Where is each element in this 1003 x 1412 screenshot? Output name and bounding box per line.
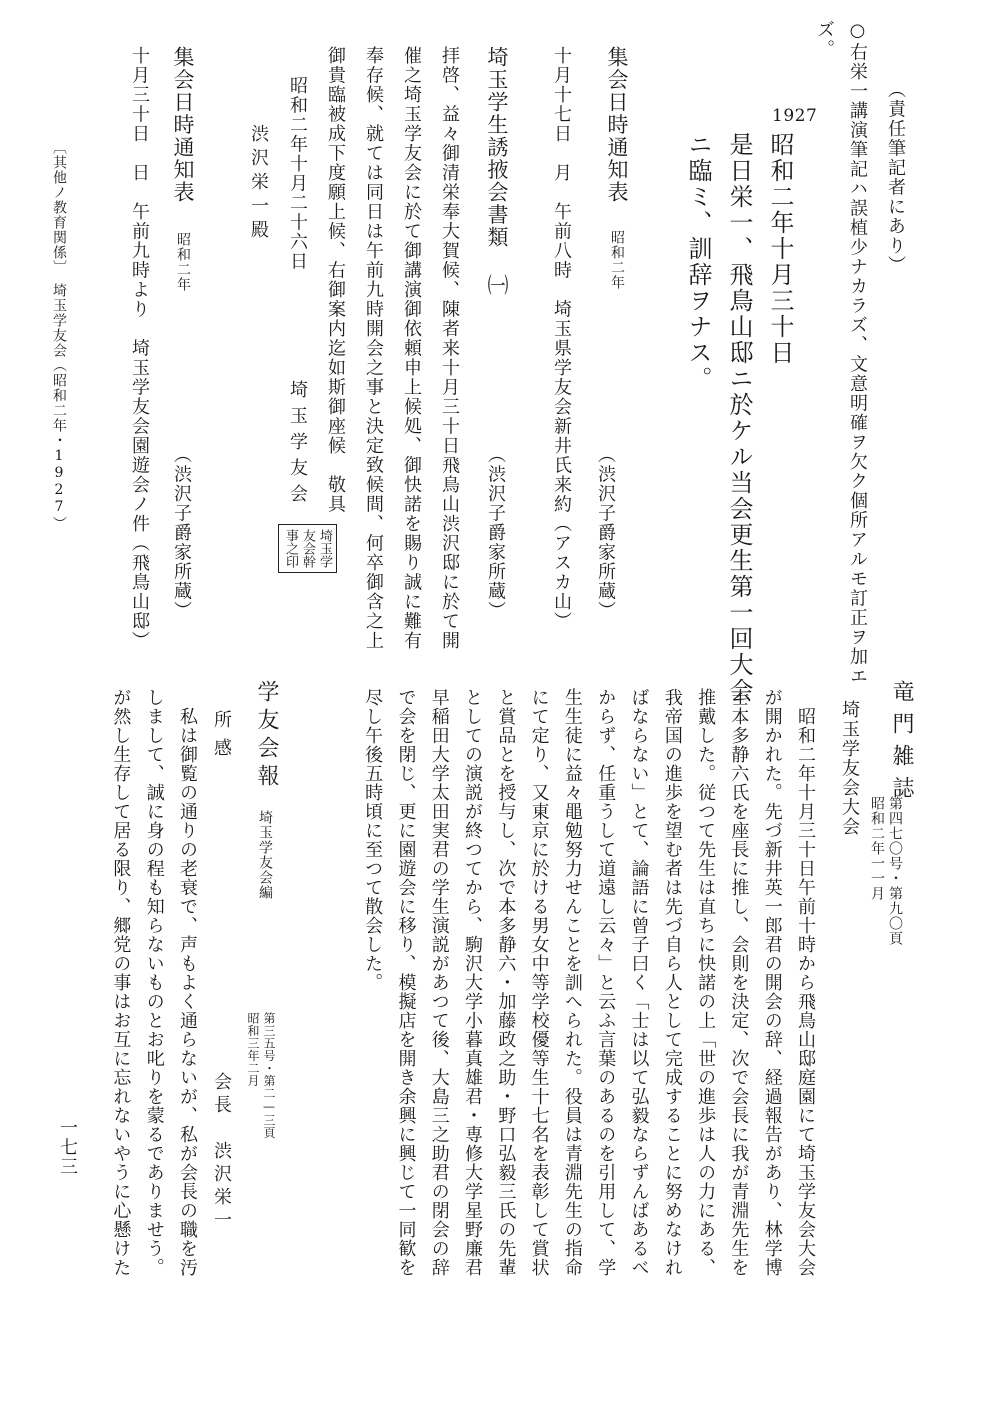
ryumon-body	[326, 688, 822, 1388]
date-heading: 昭和二年十月三十日	[766, 132, 794, 366]
body-line: ばならない」とて、論語に曾子曰く「士は以て弘毅ならずんばあるべ	[628, 688, 650, 1277]
schedule-1-entry: 十月十七日 月 午前八時 埼玉県学友会新井氏来約（アスカ山）	[551, 46, 572, 631]
body-line: と賞品とを授与し、次で本多静六・加藤政之助・野口弘毅三氏の先輩	[495, 688, 517, 1277]
page-number: 一七三	[57, 1118, 78, 1177]
body-line: が然し生存して居る限り、郷党の事はお互に忘れないやうに心懸けた	[110, 688, 132, 1277]
body-line: としての演説が終つてから、駒沢大学小暮真雄君・専修大学星野廉君	[462, 688, 484, 1277]
seal-line: 事之印	[283, 529, 298, 568]
body-line: からず、任重うして道遠し云々」と云ふ言葉のあるのを引用して、学	[595, 688, 617, 1277]
gakuyu-editor: 埼玉学友会編	[257, 810, 273, 900]
body-line: 我帝国の進歩を望む者は先づ自ら人として完成することに努めなけれ	[661, 688, 683, 1277]
ryumon-date: 昭和二年一一月	[869, 796, 885, 901]
schedule-2-source: （渋沢子爵家所蔵）	[171, 445, 192, 621]
note-line-2: ズ。	[814, 20, 835, 59]
letter-title: 埼玉学生誘掖会書類 ㈠	[485, 46, 509, 297]
body-line: にて定り、又東京に於ける男女中等学校優等生十七名を表彰して賞状	[528, 688, 550, 1277]
letter-addressee: 渋沢栄一殿	[248, 124, 269, 244]
left-margin-header: 〔其他ノ教育関係〕 埼玉学友会（昭和二年・1927）	[51, 140, 67, 531]
schedule-1-title: 集会日時通知表	[605, 46, 629, 204]
body-line: で会を閉じ、更に園遊会に移り、模擬店を開き余興に興じて一同歓を	[395, 688, 417, 1277]
seal-line: 友会幹	[300, 529, 315, 568]
ryumon-title: 竜門雑誌	[889, 680, 914, 808]
body-line: 昭和二年十月三十日午前十時から飛鳥山邸庭園にて埼玉学友会大会	[795, 688, 816, 1277]
body-line: が開かれた。先づ新井英一郎君の開会の辞、経過報告があり、林学博	[761, 688, 783, 1277]
gakuyu-date: 昭和三年二月	[246, 1012, 260, 1087]
letter-date: 昭和二年十月二十六日	[287, 76, 308, 271]
ryumon-heading: 埼玉学友会大会	[839, 700, 860, 837]
ryumon-issue: 第四七〇号・第九〇頁	[887, 796, 903, 946]
seal-line: 埼玉学	[317, 529, 332, 568]
body-line: 生生徒に益々黽勉努力せんことを訓へられた。役員は青淵先生の指命	[561, 688, 583, 1277]
body-line: しまして、誠に身の程も知らないものとお叱りを蒙るでありませう。	[143, 688, 165, 1277]
event-line-1: 是日栄一、飛鳥山邸ニ於ケル当会更生第一回大会	[725, 132, 753, 704]
letter-line-2: 催之埼玉学友会に於て御講演御依頼申上候処、御快諾を賜り誠に難有	[401, 46, 422, 651]
gakuyu-title: 学友会報	[254, 680, 279, 792]
schedule-2-entry: 十月三十日 日 午前九時より 埼玉学友会園遊会ノ件（飛鳥山邸）	[129, 46, 150, 651]
event-line-2: ニ臨ミ、訓辞ヲナス。	[684, 132, 712, 392]
schedule-1-source: （渋沢子爵家所蔵）	[595, 445, 616, 621]
note-responsibility: （責任筆記者にあり）	[885, 80, 906, 275]
schedule-2-title: 集会日時通知表	[171, 46, 195, 204]
shokan-title: 所感	[211, 710, 232, 766]
letter-sender: 埼玉学友会	[287, 380, 308, 510]
letter-source: （渋沢子爵家所蔵）	[485, 445, 506, 621]
note-line-1: ○右栄一講演筆記ハ誤植少ナカラズ、文意明確ヲ欠ク個所アルモ訂正ヲ加エ	[847, 20, 868, 686]
association-seal	[278, 524, 337, 573]
body-line: 私は御覧の通りの老衰で、声もよく通らないが、私が会長の職を汚	[177, 688, 198, 1277]
year-ad: 1927	[772, 106, 818, 126]
schedule-1-era: 昭和二年	[609, 230, 625, 290]
body-line: 推戴した。従つて先生は直ちに快諾の上「世の進歩は人の力にある、	[695, 688, 717, 1277]
gakuyu-issue: 第三五号・第二—三頁	[262, 1012, 276, 1139]
schedule-2-era: 昭和二年	[175, 232, 191, 292]
body-line: 士本多静六氏を座長に推し、会則を決定、次で会長に我が青淵先生を	[728, 688, 750, 1277]
body-line: 尽し午後五時頃に至つて散会した。	[362, 688, 384, 992]
letter-line-3: 奉存候、就ては同日は午前九時開会之事と決定致候間、何卒御含之上	[363, 46, 384, 651]
letter-line-4: 御貴臨被成下度願上候、右御案内迄如斯御座候 敬具	[325, 46, 346, 514]
shokan-body	[88, 688, 204, 1388]
body-line: 早稲田大学太田実君の学生演説があつて後、大島三之助君の閉会の辞	[428, 688, 450, 1277]
letter-line-1: 拝啓、益々御清栄奉大賀候、陳者来十月三十日飛鳥山渋沢邸に於て開	[439, 46, 460, 651]
shokan-author: 会長 渋沢栄一	[211, 1072, 232, 1233]
